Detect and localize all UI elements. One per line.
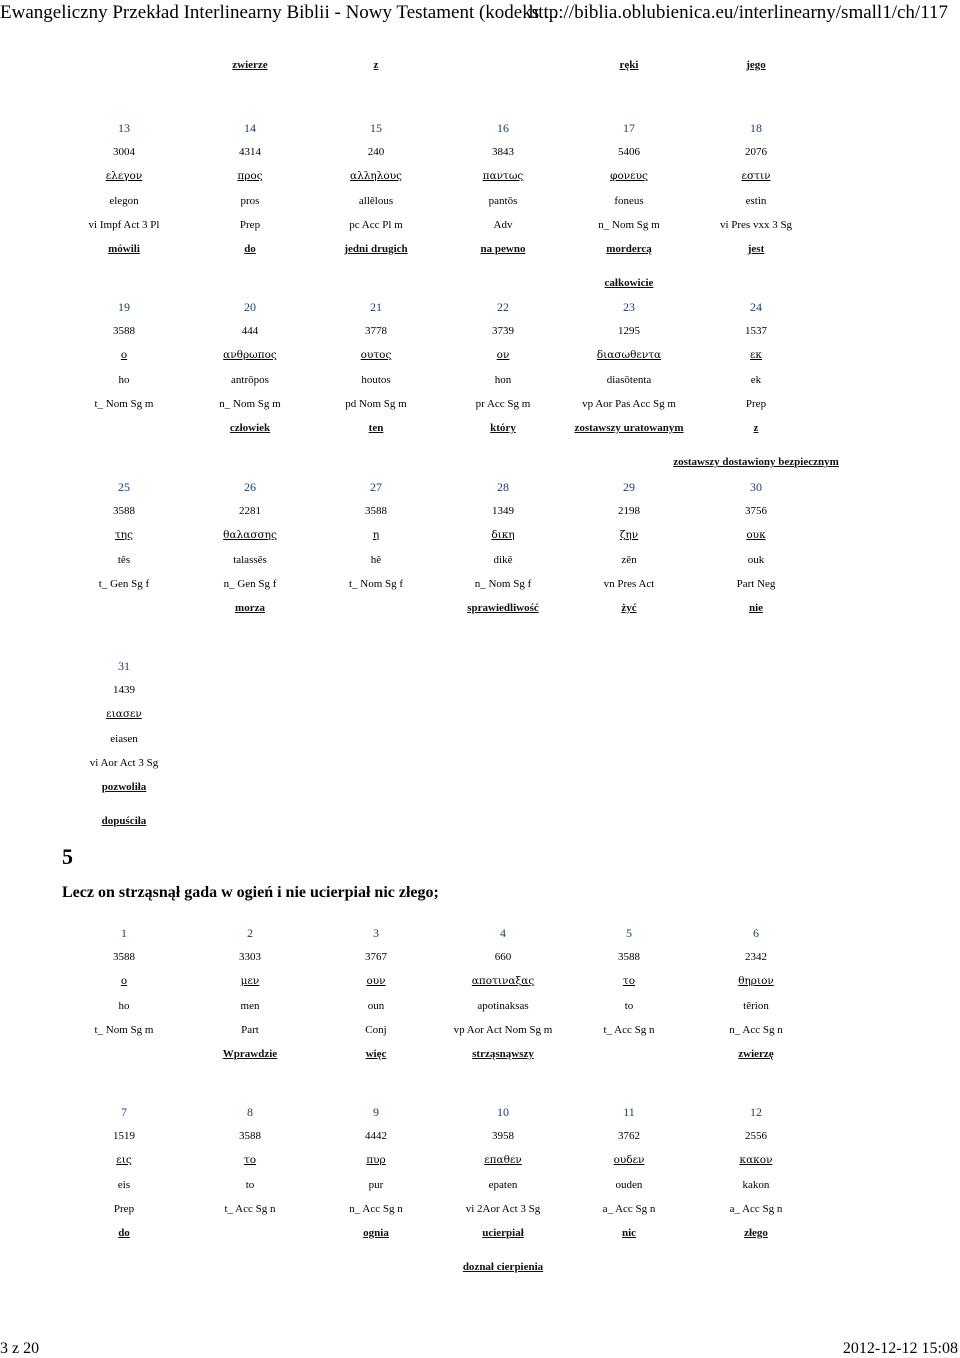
word-number: 18 bbox=[750, 121, 762, 135]
word-number: 24 bbox=[750, 300, 762, 314]
greek-word[interactable]: εστιν bbox=[741, 170, 771, 183]
word-number: 3 bbox=[373, 926, 379, 940]
greek-word[interactable]: ειασεν bbox=[106, 708, 142, 721]
polish-translation[interactable]: ręki bbox=[619, 59, 639, 71]
polish-translation[interactable]: do bbox=[118, 1227, 130, 1239]
strong-number: 2076 bbox=[745, 146, 767, 159]
polish-translation[interactable]: na pewno bbox=[480, 243, 526, 255]
transliteration-row bbox=[0, 731, 960, 747]
polish-translation[interactable]: morza bbox=[235, 602, 265, 614]
word-number-row bbox=[0, 925, 960, 941]
transliteration: oun bbox=[367, 999, 385, 1012]
greek-word-row bbox=[0, 347, 960, 363]
morphology: vi Pres vxx 3 Sg bbox=[719, 218, 793, 231]
strong-number: 1537 bbox=[745, 325, 767, 338]
strong-number-row bbox=[0, 1128, 960, 1144]
page-header-title: Ewangeliczny Przekład Interlinearny Biblii - Nowy Testament (kodeks ... bbox=[0, 2, 559, 23]
strong-number: 3303 bbox=[239, 951, 261, 964]
word-number-row bbox=[0, 658, 960, 674]
transliteration-row bbox=[0, 1177, 960, 1193]
morphology-row bbox=[0, 217, 960, 233]
transliteration: allēlous bbox=[358, 194, 394, 207]
word-number: 10 bbox=[497, 1105, 509, 1119]
morphology: t_ Gen Sg f bbox=[98, 577, 150, 590]
morphology: Prep bbox=[239, 218, 261, 231]
word-number: 30 bbox=[750, 480, 762, 494]
morphology: a_ Acc Sg n bbox=[602, 1202, 656, 1215]
greek-word[interactable]: μεν bbox=[240, 975, 260, 988]
strong-number: 3843 bbox=[492, 146, 514, 159]
greek-word[interactable]: η bbox=[372, 529, 380, 542]
word-number: 29 bbox=[623, 480, 635, 494]
strong-number: 3588 bbox=[239, 1130, 261, 1143]
transliteration: ouk bbox=[747, 553, 765, 566]
alternate-translation-row bbox=[0, 1259, 960, 1275]
page-header-url[interactable]: http://biblia.oblubienica.eu/interlinearny/small1/ch/117 bbox=[528, 2, 948, 23]
strong-number: 4314 bbox=[239, 146, 261, 159]
strong-number: 3588 bbox=[113, 951, 135, 964]
morphology: a_ Acc Sg n bbox=[729, 1202, 783, 1215]
transliteration: estin bbox=[745, 194, 767, 207]
morphology: pr Acc Sg m bbox=[475, 397, 531, 410]
word-number: 4 bbox=[500, 926, 506, 940]
morphology: n_ Nom Sg m bbox=[598, 218, 660, 231]
strong-number: 4442 bbox=[365, 1130, 387, 1143]
word-number: 25 bbox=[118, 480, 130, 494]
morphology: Prep bbox=[745, 397, 767, 410]
word-number: 7 bbox=[121, 1105, 127, 1119]
greek-word[interactable]: εις bbox=[116, 1154, 132, 1167]
strong-number-row bbox=[0, 323, 960, 339]
alternate-translation-row bbox=[0, 454, 960, 470]
transliteration: diasōtenta bbox=[606, 373, 652, 386]
strong-number: 444 bbox=[241, 325, 259, 338]
word-number: 8 bbox=[247, 1105, 253, 1119]
word-number: 22 bbox=[497, 300, 509, 314]
greek-word[interactable]: ουν bbox=[366, 975, 386, 988]
carryover-translation-row bbox=[0, 57, 960, 73]
morphology: n_ Gen Sg f bbox=[223, 577, 277, 590]
polish-translation[interactable]: z bbox=[753, 422, 759, 434]
greek-word[interactable]: ζην bbox=[619, 529, 639, 542]
word-number: 28 bbox=[497, 480, 509, 494]
greek-word[interactable]: δικη bbox=[491, 529, 515, 542]
transliteration: antrōpos bbox=[231, 373, 269, 386]
alternate-translation[interactable]: zostawszy dostawiony bezpiecznym bbox=[673, 456, 839, 468]
transliteration: eiasen bbox=[110, 732, 138, 745]
transliteration: eis bbox=[117, 1178, 131, 1191]
transliteration: kakon bbox=[742, 1178, 770, 1191]
greek-word-row bbox=[0, 973, 960, 989]
strong-number: 1349 bbox=[492, 505, 514, 518]
strong-number: 3588 bbox=[113, 505, 135, 518]
greek-word[interactable]: θαλασσης bbox=[223, 529, 277, 542]
morphology: t_ Acc Sg n bbox=[603, 1023, 655, 1036]
polish-translation[interactable]: strząsnąwszy bbox=[472, 1048, 534, 1060]
strong-number: 3588 bbox=[618, 951, 640, 964]
transliteration: to bbox=[245, 1178, 255, 1191]
word-number: 27 bbox=[370, 480, 382, 494]
word-number-row bbox=[0, 479, 960, 495]
morphology-row bbox=[0, 1022, 960, 1038]
transliteration: talassēs bbox=[233, 553, 267, 566]
greek-word[interactable]: το bbox=[243, 1154, 257, 1167]
strong-number: 1295 bbox=[618, 325, 640, 338]
greek-word[interactable]: θηριον bbox=[738, 975, 774, 988]
strong-number: 2281 bbox=[239, 505, 261, 518]
morphology: vi Aor Act 3 Sg bbox=[89, 756, 159, 769]
page-footer-datetime: 2012-12-12 15:08 bbox=[842, 1340, 958, 1357]
morphology: t_ Nom Sg f bbox=[348, 577, 404, 590]
transliteration: foneus bbox=[614, 194, 644, 207]
polish-translation[interactable]: jedni drugich bbox=[344, 243, 408, 255]
word-number-row bbox=[0, 1104, 960, 1120]
greek-word[interactable]: αποτιναξας bbox=[471, 975, 535, 988]
polish-translation[interactable]: mordercą bbox=[606, 243, 652, 255]
greek-word-row bbox=[0, 706, 960, 722]
word-number-row bbox=[0, 120, 960, 136]
morphology-row bbox=[0, 1201, 960, 1217]
word-number-row bbox=[0, 299, 960, 315]
morphology: t_ Nom Sg m bbox=[94, 397, 154, 410]
alternate-translation[interactable]: doznał cierpienia bbox=[462, 1261, 544, 1273]
word-number: 21 bbox=[370, 300, 382, 314]
strong-number: 3958 bbox=[492, 1130, 514, 1143]
morphology-row bbox=[0, 396, 960, 412]
morphology-row bbox=[0, 576, 960, 592]
morphology: vi 2Aor Act 3 Sg bbox=[465, 1202, 541, 1215]
alternate-translation-row bbox=[0, 813, 960, 829]
morphology: Prep bbox=[113, 1202, 135, 1215]
greek-word-row bbox=[0, 168, 960, 184]
strong-number-row bbox=[0, 682, 960, 698]
strong-number: 1519 bbox=[113, 1130, 135, 1143]
polish-translation[interactable]: Wprawdzie bbox=[222, 1048, 278, 1060]
greek-word[interactable]: πυρ bbox=[366, 1154, 386, 1167]
strong-number: 3739 bbox=[492, 325, 514, 338]
greek-word[interactable]: ον bbox=[496, 349, 510, 362]
polish-translation[interactable]: pozwoliła bbox=[101, 781, 147, 793]
word-number: 15 bbox=[370, 121, 382, 135]
word-number: 13 bbox=[118, 121, 130, 135]
greek-word[interactable]: ουδεν bbox=[613, 1154, 645, 1167]
strong-number: 3588 bbox=[365, 505, 387, 518]
polish-translation-row bbox=[0, 420, 960, 436]
polish-translation[interactable]: z bbox=[373, 59, 379, 71]
greek-word[interactable]: ουτος bbox=[360, 349, 392, 362]
polish-translation[interactable]: zwierzę bbox=[738, 1048, 774, 1060]
polish-translation[interactable]: ognia bbox=[363, 1227, 389, 1239]
morphology: Conj bbox=[365, 1023, 387, 1036]
strong-number: 660 bbox=[494, 951, 512, 964]
greek-word[interactable]: εκ bbox=[749, 349, 762, 362]
strong-number: 2342 bbox=[745, 951, 767, 964]
transliteration: to bbox=[624, 999, 634, 1012]
greek-word[interactable]: ο bbox=[120, 975, 128, 988]
polish-translation[interactable]: ucierpiał bbox=[482, 1227, 524, 1239]
transliteration: apotinaksas bbox=[477, 999, 529, 1012]
morphology: n_ Nom Sg m bbox=[219, 397, 281, 410]
word-number: 17 bbox=[623, 121, 635, 135]
page-footer-pagination: 3 z 20 bbox=[0, 1340, 40, 1357]
strong-number: 2556 bbox=[745, 1130, 767, 1143]
greek-word[interactable]: ανθρωπος bbox=[223, 349, 277, 362]
transliteration: dikē bbox=[493, 553, 513, 566]
polish-translation-row bbox=[0, 600, 960, 616]
greek-word-row bbox=[0, 527, 960, 543]
transliteration-row bbox=[0, 998, 960, 1014]
polish-translation-row bbox=[0, 1046, 960, 1062]
alternate-translation[interactable]: całkowicie bbox=[604, 277, 654, 289]
morphology: t_ Acc Sg n bbox=[224, 1202, 276, 1215]
transliteration: hē bbox=[370, 553, 382, 566]
polish-translation[interactable]: nie bbox=[748, 602, 764, 614]
polish-translation[interactable]: człowiek bbox=[229, 422, 271, 434]
transliteration: zēn bbox=[621, 553, 637, 566]
word-number: 5 bbox=[626, 926, 632, 940]
transliteration: ho bbox=[118, 999, 130, 1012]
polish-translation[interactable]: który bbox=[490, 422, 516, 434]
transliteration: tērion bbox=[743, 999, 769, 1012]
word-number: 16 bbox=[497, 121, 509, 135]
greek-word[interactable]: φονευς bbox=[610, 170, 648, 183]
strong-number-row bbox=[0, 949, 960, 965]
word-number: 14 bbox=[244, 121, 256, 135]
polish-translation-row bbox=[0, 779, 960, 795]
greek-word[interactable]: προς bbox=[237, 170, 263, 183]
transliteration-row bbox=[0, 552, 960, 568]
transliteration: tēs bbox=[117, 553, 131, 566]
polish-translation-row bbox=[0, 241, 960, 257]
word-number: 2 bbox=[247, 926, 253, 940]
polish-translation[interactable]: zostawszy uratowanym bbox=[574, 422, 684, 434]
word-number: 11 bbox=[623, 1105, 635, 1119]
alternate-translation-row bbox=[0, 275, 960, 291]
greek-word[interactable]: το bbox=[622, 975, 636, 988]
strong-number: 2198 bbox=[618, 505, 640, 518]
greek-word[interactable]: αλληλους bbox=[350, 170, 402, 183]
strong-number: 3778 bbox=[365, 325, 387, 338]
polish-translation-row bbox=[0, 1225, 960, 1241]
strong-number: 3767 bbox=[365, 951, 387, 964]
polish-translation[interactable]: złego bbox=[744, 1227, 768, 1239]
polish-translation[interactable]: żyć bbox=[621, 602, 637, 614]
word-number: 31 bbox=[118, 659, 130, 673]
transliteration: ouden bbox=[615, 1178, 643, 1191]
morphology: n_ Nom Sg f bbox=[474, 577, 532, 590]
greek-word[interactable]: παντως bbox=[482, 170, 524, 183]
alternate-translation[interactable]: dopuściła bbox=[101, 815, 147, 827]
word-number: 9 bbox=[373, 1105, 379, 1119]
morphology: pd Nom Sg m bbox=[345, 397, 407, 410]
polish-translation[interactable]: ten bbox=[368, 422, 384, 434]
morphology: t_ Nom Sg m bbox=[94, 1023, 154, 1036]
strong-number-row bbox=[0, 503, 960, 519]
word-number: 26 bbox=[244, 480, 256, 494]
morphology: n_ Acc Sg n bbox=[349, 1202, 403, 1215]
morphology: vp Aor Pas Acc Sg m bbox=[582, 397, 676, 410]
transliteration-row bbox=[0, 372, 960, 388]
morphology: vn Pres Act bbox=[603, 577, 655, 590]
transliteration-row bbox=[0, 193, 960, 209]
word-number: 1 bbox=[121, 926, 127, 940]
morphology: Part Neg bbox=[736, 577, 776, 590]
polish-translation[interactable]: nic bbox=[621, 1227, 637, 1239]
morphology: vp Aor Act Nom Sg m bbox=[453, 1023, 553, 1036]
transliteration: ho bbox=[118, 373, 130, 386]
strong-number: 5406 bbox=[618, 146, 640, 159]
strong-number-row bbox=[0, 144, 960, 160]
transliteration: men bbox=[240, 999, 260, 1012]
polish-translation[interactable]: jego bbox=[746, 59, 766, 71]
greek-word[interactable]: ο bbox=[120, 349, 128, 362]
morphology: pc Acc Pl m bbox=[349, 218, 403, 231]
morphology: vi Impf Act 3 Pl bbox=[88, 218, 160, 231]
greek-word[interactable]: ελεγον bbox=[105, 170, 143, 183]
greek-word-row bbox=[0, 1152, 960, 1168]
transliteration: houtos bbox=[361, 373, 391, 386]
strong-number: 3756 bbox=[745, 505, 767, 518]
verse-number: 5 bbox=[62, 844, 73, 869]
strong-number: 1439 bbox=[113, 684, 135, 697]
strong-number: 240 bbox=[367, 146, 385, 159]
transliteration: pros bbox=[240, 194, 260, 207]
verse-text: Lecz on strząsnął gada w ogień i nie ucierpiał nic złego; bbox=[62, 884, 439, 901]
polish-translation[interactable]: zwierze bbox=[232, 59, 268, 71]
greek-word[interactable]: ουκ bbox=[746, 529, 766, 542]
morphology: n_ Acc Sg n bbox=[729, 1023, 783, 1036]
transliteration: pantōs bbox=[488, 194, 518, 207]
word-number: 23 bbox=[623, 300, 635, 314]
word-number: 6 bbox=[753, 926, 759, 940]
morphology-row bbox=[0, 755, 960, 771]
word-number: 20 bbox=[244, 300, 256, 314]
polish-translation[interactable]: więc bbox=[365, 1048, 387, 1060]
transliteration: epaten bbox=[488, 1178, 518, 1191]
morphology: Part bbox=[241, 1023, 259, 1036]
strong-number: 3588 bbox=[113, 325, 135, 338]
greek-word[interactable]: διασωθεντα bbox=[596, 349, 662, 362]
polish-translation[interactable]: sprawiedliwość bbox=[467, 602, 539, 614]
polish-translation[interactable]: mówili bbox=[108, 243, 140, 255]
greek-word[interactable]: επαθεν bbox=[484, 1154, 522, 1167]
greek-word[interactable]: της bbox=[115, 529, 133, 542]
polish-translation[interactable]: jest bbox=[747, 243, 765, 255]
morphology: Adv bbox=[493, 218, 513, 231]
transliteration: ek bbox=[750, 373, 762, 386]
word-number: 12 bbox=[750, 1105, 762, 1119]
strong-number: 3004 bbox=[113, 146, 135, 159]
transliteration: pur bbox=[368, 1178, 384, 1191]
greek-word[interactable]: κακον bbox=[739, 1154, 773, 1167]
word-number: 19 bbox=[118, 300, 130, 314]
transliteration: elegon bbox=[109, 194, 139, 207]
polish-translation[interactable]: do bbox=[244, 243, 256, 255]
strong-number: 3762 bbox=[618, 1130, 640, 1143]
transliteration: hon bbox=[494, 373, 512, 386]
